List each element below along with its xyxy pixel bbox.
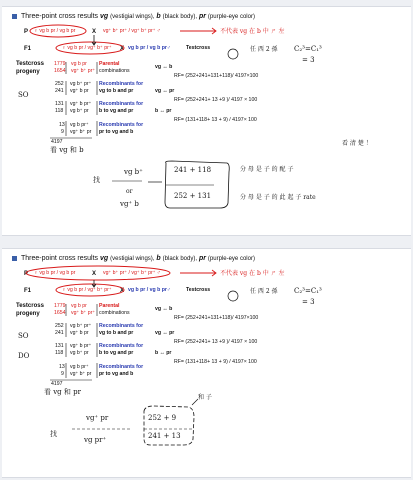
hand-box-bottom-2: 241 + 13 bbox=[148, 432, 181, 440]
arrow-annotation: 不代表 vg 在 b 中 ㄕ 左 bbox=[220, 28, 285, 35]
progeny-geno-1: vg b pr bbox=[71, 61, 87, 67]
hand-box-top-1: 241 + 118 bbox=[174, 166, 212, 174]
hand-right-note-bottom: 分 母 是 子 的 此 起 子 rate bbox=[240, 194, 316, 201]
progeny-label: progeny bbox=[16, 69, 40, 75]
arrow-annotation: 不代表 vg 在 b 中 ㄕ 左 bbox=[220, 270, 285, 277]
title-lead: Three-point cross results bbox=[21, 255, 99, 262]
progeny-count-3: 252 bbox=[55, 81, 64, 87]
so-annotation: SO bbox=[18, 91, 29, 99]
calc-pair-vg-b: vg ↔ b bbox=[155, 64, 173, 70]
progeny-class-7: Recombinants for bbox=[99, 364, 144, 370]
progeny-class-7: Recombinants for bbox=[99, 122, 144, 128]
progeny-class-1: Parental bbox=[99, 303, 120, 309]
doodle-face-2 bbox=[228, 291, 238, 301]
progeny-class-4: vg to b and pr bbox=[99, 88, 134, 94]
title-vg: vg bbox=[99, 255, 109, 262]
progeny-count-1: 1779 bbox=[54, 303, 66, 309]
p-cross-symbol: X bbox=[92, 271, 97, 277]
progeny-total: 4197 bbox=[51, 139, 63, 145]
progeny-class-2: combinations bbox=[99, 310, 130, 316]
fraction-annotation: 任 西 2 孫 bbox=[250, 288, 278, 295]
testcross-word: Testcross bbox=[186, 287, 211, 293]
title-b: b bbox=[156, 255, 161, 262]
progeny-class-3: Recombinants for bbox=[99, 81, 144, 87]
hand-box-bottom-1: 252 + 131 bbox=[174, 192, 212, 200]
title-b: b bbox=[156, 13, 161, 20]
progeny-class-4: vg to b and pr bbox=[99, 330, 134, 336]
hand-find-2: 找 bbox=[50, 430, 57, 438]
fraction-annotation: 任 西 2 孫 bbox=[250, 46, 278, 53]
hand-box-top-2: 252 + 9 bbox=[148, 414, 177, 422]
hand-or: or bbox=[126, 188, 133, 195]
combination-formula: C₂³=C₁³ bbox=[294, 45, 322, 53]
calc-pair-b-pr: b ↔ pr bbox=[155, 350, 172, 356]
p-female-genotype: ♀ vg b pr / vg b pr bbox=[34, 28, 76, 34]
calc-pair-b-pr: b ↔ pr bbox=[155, 108, 172, 114]
slide2-ink-layer bbox=[2, 249, 411, 477]
calc-rf-vg-b: RF= (252+241+131+118)/ 4197×100 bbox=[174, 73, 259, 79]
progeny-count-8: 9 bbox=[61, 371, 64, 377]
combination-result: = 3 bbox=[302, 298, 315, 306]
p-male-genotype: vg⁺ b⁺ pr⁺ / vg⁺ b⁺ pr⁺ ♂ bbox=[103, 270, 161, 276]
progeny-count-7: 13 bbox=[59, 364, 65, 370]
f1-female-genotype: ♀ vg b pr / vg⁺ b⁺ pr⁺ bbox=[62, 45, 112, 51]
progeny-class-3: Recombinants for bbox=[99, 323, 144, 329]
calc-rf-b-pr: RF= (131+118+ 13 + 9) / 4197× 100 bbox=[174, 117, 257, 123]
hand-box-2 bbox=[144, 406, 194, 445]
title-pr-desc: (purple-eye color) bbox=[207, 14, 255, 20]
lecture-slide-1 bbox=[2, 6, 411, 236]
progeny-count-5: 131 bbox=[55, 343, 64, 349]
progeny-class-6: b to vg and pr bbox=[99, 350, 134, 356]
progeny-count-5: 131 bbox=[55, 101, 64, 107]
combination-result: = 3 bbox=[302, 56, 315, 64]
hand-look-vg-b: 看 vg 和 b bbox=[50, 146, 84, 154]
hand-genotype-bottom-1: vg⁺ b bbox=[120, 200, 139, 208]
testcross-word: Testcross bbox=[186, 45, 211, 51]
progeny-count-2: 1654 bbox=[54, 68, 66, 74]
progeny-geno-5: vg⁺ b pr⁺ bbox=[70, 101, 92, 107]
progeny-geno-6: vg b⁺ pr bbox=[70, 108, 89, 114]
progeny-count-8: 9 bbox=[61, 129, 64, 135]
progeny-count-6: 118 bbox=[55, 350, 64, 356]
margin-note: 看 清 楚 ！ bbox=[342, 140, 372, 147]
progeny-geno-2: vg⁺ b⁺ pr⁺ bbox=[71, 310, 96, 316]
progeny-count-3: 252 bbox=[55, 323, 64, 329]
title-pr-desc: (purple-eye color) bbox=[207, 256, 255, 262]
title-pr: pr bbox=[198, 255, 206, 262]
hand-box-1 bbox=[165, 161, 229, 208]
title-vg-desc: (vestigial wings), bbox=[110, 256, 155, 262]
p-female-genotype: ♀ vg b pr / vg b pr bbox=[34, 270, 76, 276]
progeny-geno-3: vg b⁺ pr⁺ bbox=[70, 323, 92, 329]
red-circle-f1-female bbox=[56, 42, 124, 54]
red-circle-p-cross bbox=[26, 266, 170, 280]
calc-rf-vg-pr: RF= (252+241+ 13 +9 )/ 4197 × 100 bbox=[174, 97, 258, 103]
progeny-geno-6: vg b⁺ pr bbox=[70, 350, 89, 356]
progeny-geno-5: vg⁺ b pr⁺ bbox=[70, 343, 92, 349]
calc-rf-vg-b: RF= (252+241+131+118)/ 4197×100 bbox=[174, 315, 259, 321]
f1-label: F1 bbox=[24, 288, 32, 294]
hand-genotype-top-2: vg⁺ pr bbox=[86, 414, 109, 422]
f1-cross-symbol: X bbox=[120, 288, 125, 294]
progeny-class-8: pr to vg and b bbox=[99, 129, 134, 135]
progeny-count-2: 1654 bbox=[54, 310, 66, 316]
title-b-desc: (black body), bbox=[162, 14, 198, 20]
progeny-total: 4197 bbox=[51, 381, 63, 387]
f1-label: F1 bbox=[24, 46, 32, 52]
calc-pair-vg-pr: vg ↔ pr bbox=[155, 88, 175, 94]
calc-rf-vg-pr: RF= (252+241+ 13 +9 )/ 4197 × 100 bbox=[174, 339, 258, 345]
progeny-class-5: Recombinants for bbox=[99, 101, 144, 107]
progeny-geno-7: vg b pr⁺ bbox=[70, 364, 89, 370]
testcross-label: Testcross bbox=[16, 303, 44, 309]
red-circle-p-female bbox=[30, 25, 86, 37]
hand-arrow-note bbox=[192, 399, 198, 405]
progeny-geno-1: vg b pr bbox=[71, 303, 87, 309]
progeny-geno-4: vg⁺ b pr bbox=[70, 88, 89, 94]
combination-formula: C₂³=C₁³ bbox=[294, 287, 322, 295]
black-arrow-down bbox=[92, 280, 96, 287]
hand-genotype-bottom-2: vg pr⁺ bbox=[84, 436, 107, 444]
lecture-slide-2 bbox=[2, 248, 411, 478]
hand-right-note-top: 分 母 是 子 的 配 子 bbox=[240, 166, 294, 173]
progeny-geno-8: vg⁺ b⁺ pr bbox=[70, 129, 92, 135]
progeny-count-6: 118 bbox=[55, 108, 64, 114]
doodle-face-1 bbox=[228, 49, 238, 59]
red-circle-f1-female bbox=[56, 284, 124, 296]
progeny-geno-7: vg b pr⁺ bbox=[70, 122, 89, 128]
title-b-desc: (black body), bbox=[162, 256, 198, 262]
hand-look-vg-pr: 看 vg 和 pr bbox=[44, 388, 81, 396]
progeny-geno-3: vg b⁺ pr⁺ bbox=[70, 81, 92, 87]
title-pr: pr bbox=[198, 13, 206, 20]
progeny-class-2: combinations bbox=[99, 68, 130, 74]
so-annotation: SO bbox=[18, 332, 29, 340]
progeny-count-1: 1779 bbox=[54, 61, 66, 67]
progeny-class-8: pr to vg and b bbox=[99, 371, 134, 377]
progeny-label: progeny bbox=[16, 311, 40, 317]
p-cross-symbol: X bbox=[92, 29, 97, 35]
title-vg-desc: (vestigial wings), bbox=[110, 14, 155, 20]
progeny-count-4: 241 bbox=[55, 88, 64, 94]
progeny-class-6: b to vg and pr bbox=[99, 108, 134, 114]
testcross-label: Testcross bbox=[16, 61, 44, 67]
title-vg: vg bbox=[99, 13, 109, 20]
title-lead: Three-point cross results bbox=[21, 13, 99, 20]
hand-genotype-top-1: vg b⁺ bbox=[124, 168, 143, 176]
slide1-ink-layer bbox=[2, 7, 411, 235]
f1-male-genotype: vg b pr / vg b pr♂ bbox=[128, 45, 171, 51]
do-annotation: DO bbox=[18, 352, 30, 360]
hand-find-1: 找 bbox=[93, 176, 100, 184]
calc-pair-vg-b: vg ↔ b bbox=[155, 306, 173, 312]
progeny-geno-2: vg⁺ b⁺ pr⁺ bbox=[71, 68, 96, 74]
progeny-geno-4: vg⁺ b pr bbox=[70, 330, 89, 336]
f1-cross-symbol: X bbox=[120, 46, 125, 52]
f1-female-genotype: ♀ vg b pr / vg⁺ b⁺ pr⁺ bbox=[62, 287, 112, 293]
p-label: P bbox=[24, 271, 29, 277]
calc-rf-b-pr: RF= (131+118+ 13 + 9) / 4197× 100 bbox=[174, 359, 257, 365]
progeny-class-1: Parental bbox=[99, 61, 120, 67]
progeny-class-5: Recombinants for bbox=[99, 343, 144, 349]
progeny-geno-8: vg⁺ b⁺ pr bbox=[70, 371, 92, 377]
f1-male-genotype: vg b pr / vg b pr♂ bbox=[128, 287, 171, 293]
p-male-genotype: vg⁺ b⁺ pr⁺ / vg⁺ b⁺ pr⁺ ♂ bbox=[103, 28, 161, 34]
hand-side-note-2: 和 子 bbox=[198, 394, 212, 401]
black-arrow-down bbox=[92, 35, 96, 45]
progeny-count-4: 241 bbox=[55, 330, 64, 336]
calc-pair-vg-pr: vg ↔ pr bbox=[155, 330, 175, 336]
p-label: P bbox=[24, 29, 29, 35]
progeny-count-7: 13 bbox=[59, 122, 65, 128]
